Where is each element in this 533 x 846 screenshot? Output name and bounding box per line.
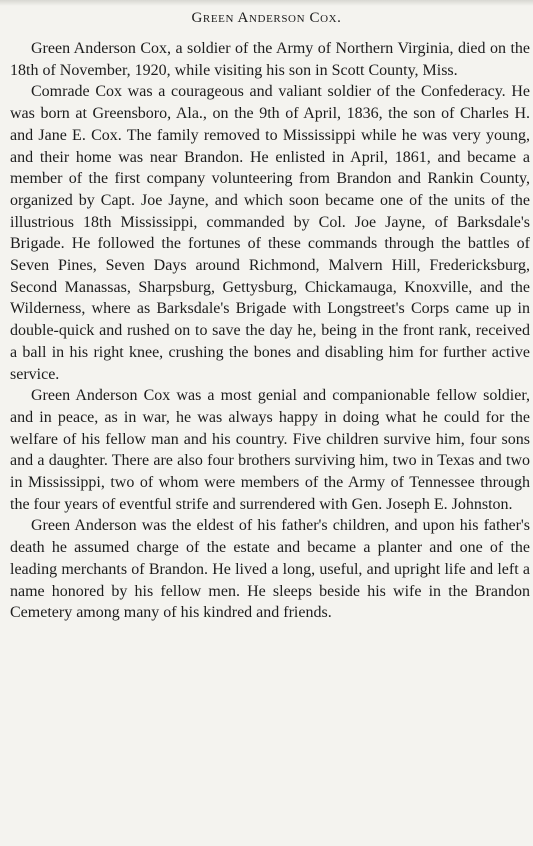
paragraph-later-life: Green Anderson was the eldest of his father's children, and upon his father's death he assumed charge of the estate and became a planter and one of the leading merchants of Brandon. He lived a long, useful, and upright life and left a name honored by his fellow men. He sleeps beside his wife in the Brandon Cemetery among many of his kindred and friends. <box>10 517 530 622</box>
paragraph-military-service: Comrade Cox was a courageous and valiant soldier of the Confederacy. He was born at Greensboro, Ala., on the 9th of April, 1836, the son of Charles H. and Jane E. Cox. The family removed to Mississippi while he was very young, and their home was near Brandon. He enlisted in April, 1861, and became a member of the first company volunteering from Brandon and Rankin County, organized by Capt. Joe Jayne, and which soon became one of the units of the illustrious 18th Mississippi, commanded by Col. Joe Jayne, of Barksdale's Brigade. He followed the fortunes of these commands through the battles of Seven Pines, Seven Days around Richmond, Malvern Hill, Fredericksburg, Second Manassas, Sharpsburg, Gettysburg, Chickamauga, Knoxville, and the Wilderness, where as Barksdale's Brigade with Longstreet's Corps came up in double-quick and rushed on to save the day he, being in the front rank, received a ball in his right knee, crushing the bones and disabling him for further active service. <box>10 83 530 383</box>
article-body <box>10 38 530 624</box>
page-top-edge <box>0 0 533 6</box>
paragraph-death-notice: Green Anderson Cox, a soldier of the Army of Northern Virginia, died on the 18th of November, 1920, while visiting his son in Scott County, Miss. <box>10 40 530 79</box>
paragraph-character-family: Green Anderson Cox was a most genial and companionable fellow soldier, and in peace, as in war, he was always happy in doing what he could for the welfare of his fellow man and his country. Five children survive him, four sons and a daughter. There are also four brothers surviving him, two in Texas and two in Mississippi, two of whom were members of the Army of Tennessee through the four years of eventful strife and surrendered with Gen. Joseph E. Johnston. <box>10 387 530 513</box>
article-title: Green Anderson Cox. <box>191 10 342 26</box>
